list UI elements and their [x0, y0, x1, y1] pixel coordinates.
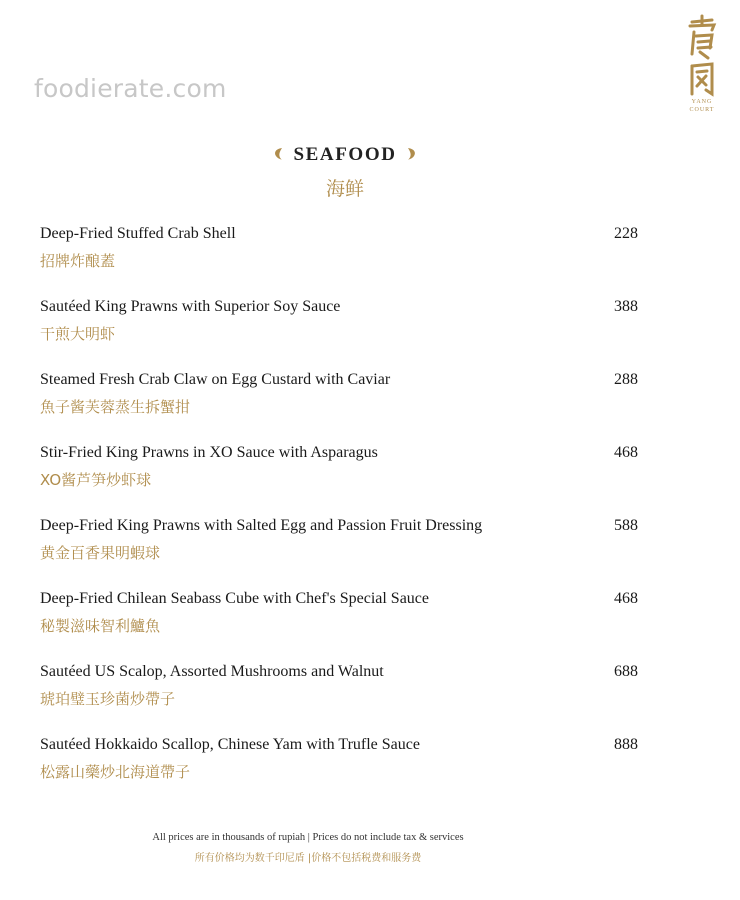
item-name: Stir-Fried King Prawns in XO Sauce with Asparagus — [40, 444, 378, 461]
item-price: 468 — [614, 444, 638, 461]
item-name-zh: 琥珀璧玉珍菌炒帶子 — [40, 690, 176, 708]
item-price: 288 — [614, 371, 638, 388]
footer-note-zh: 所有价格均为数千印尼盾 |价格不包括税费和服务费 — [194, 853, 422, 864]
item-price: 388 — [614, 298, 638, 315]
section-title-text: SEAFOOD — [293, 144, 397, 165]
item-name: Deep-Fried Chilean Seabass Cube with Chef's Special Sauce — [40, 590, 430, 607]
item-name: Steamed Fresh Crab Claw on Egg Custard with Caviar — [40, 371, 391, 388]
item-name: Sautéed US Scalop, Assorted Mushrooms and Walnut — [40, 663, 384, 680]
menu-item — [40, 590, 640, 638]
menu-item — [40, 736, 640, 784]
item-name-zh: 魚子酱芙蓉蒸生拆蟹拑 — [40, 398, 191, 416]
item-name-zh: 干煎大明虾 — [40, 325, 116, 343]
menu-item — [40, 517, 640, 565]
item-name: Deep-Fried Stuffed Crab Shell — [40, 225, 236, 242]
item-name-zh: XO酱芦笋炒虾球 — [40, 471, 152, 489]
item-price: 468 — [614, 590, 638, 607]
item-name-zh: 松露山藥炒北海道帶子 — [40, 763, 191, 781]
menu-item — [40, 444, 640, 492]
menu-item — [40, 298, 640, 346]
menu-item — [40, 663, 640, 711]
item-price: 588 — [614, 517, 638, 534]
item-name: Deep-Fried King Prawns with Salted Egg and Passion Fruit Dressing — [40, 517, 483, 534]
svg-text:COURT: COURT — [689, 107, 715, 113]
item-name-zh: 招牌炸酿蓋 — [40, 252, 116, 270]
section-subtitle: 海鲜 — [325, 178, 364, 200]
restaurant-logo — [682, 14, 722, 114]
item-price: 888 — [614, 736, 638, 753]
item-price: 228 — [614, 225, 638, 242]
left-ornament-icon — [273, 145, 283, 167]
footer-note: All prices are in thousands of rupiah | Prices do not include tax & services — [152, 832, 464, 843]
right-ornament-icon — [407, 145, 417, 167]
item-name: Sautéed King Prawns with Superior Soy Sauce — [40, 298, 341, 315]
item-name: Sautéed Hokkaido Scallop, Chinese Yam with Trufle Sauce — [40, 736, 420, 753]
section-title — [0, 144, 690, 167]
watermark-text: foodierate.com — [34, 74, 227, 103]
svg-text:YANG: YANG — [691, 99, 713, 105]
menu-item — [40, 371, 640, 419]
item-name-zh: 秘製滋味智利鱸魚 — [40, 617, 161, 635]
menu-item — [40, 225, 640, 273]
item-price: 688 — [614, 663, 638, 680]
item-name-zh: 黄金百香果明蝦球 — [40, 544, 161, 562]
